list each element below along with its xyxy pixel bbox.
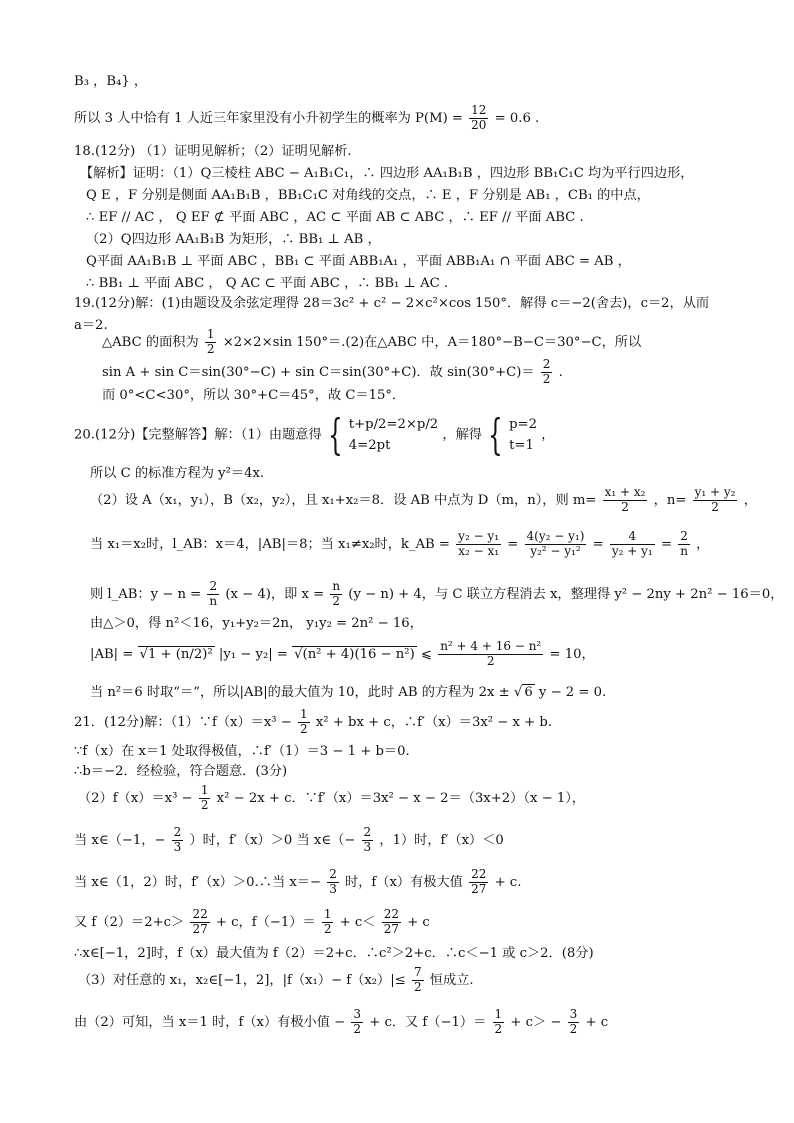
numerator: 22	[192, 907, 208, 921]
text-line	[74, 908, 430, 937]
denominator: 3	[363, 839, 372, 854]
radicand: 6	[524, 685, 533, 700]
denominator: 2	[711, 499, 719, 514]
square-root: √1 + (n/2)²	[139, 646, 213, 662]
text-line	[78, 966, 474, 995]
denominator: n	[680, 543, 688, 558]
text-span: sin A + sin C＝sin(30°−C) + sin C＝sin(30°+C)．故 sin(30°+C)＝	[102, 364, 535, 380]
text-span: + c．又 f（−1）＝	[369, 1014, 487, 1030]
radicand: (n² + 4)(16 − n²)	[302, 646, 415, 662]
numerator: 1	[300, 707, 308, 721]
denominator: 27	[383, 921, 399, 936]
fraction	[362, 826, 374, 855]
denominator: 2	[569, 1021, 578, 1036]
fraction	[568, 1008, 580, 1037]
square-root: √(n² + 4)(16 − n²)	[294, 646, 415, 662]
sqrt-sign: √	[513, 685, 523, 700]
numerator: 4	[610, 530, 655, 545]
text-span: =	[592, 536, 604, 552]
numerator: n	[332, 579, 341, 593]
text-line	[74, 104, 539, 133]
text-line: Q E ，F 分别是侧面 AA₁B₁B ，BB₁C₁C 对角线的交点，∴ E ，F 分别是 AB₁ ，CB₁ 的中点，	[86, 188, 650, 203]
text-line: 而 0°<C<30°，所以 30°+C＝45°，故 C＝15°．	[102, 388, 406, 403]
fraction	[322, 908, 334, 937]
text-span: （3）对任意的 x₁，x₂∈[−1，2]，|f（x₁）− f（x₂）|≤	[78, 972, 406, 988]
fraction	[541, 358, 553, 387]
numerator: 2	[363, 825, 372, 839]
numerator: 1	[200, 783, 209, 797]
text-line	[90, 580, 783, 609]
text-span: 由（2）可知，当 x＝1 时，f（x）有极小值 −	[74, 1014, 346, 1030]
fraction	[382, 908, 401, 937]
text-span: （2）f（x）＝x³ −	[78, 790, 193, 806]
fraction	[438, 640, 543, 669]
text-line: 【解析】证明：（1）Q三棱柱 ABC − A₁B₁C₁，∴ 四边形 AA₁B₁B ，四边形 BB₁C₁C 均为平行四边形，	[80, 166, 694, 181]
text-span: = 10，	[549, 646, 595, 662]
equation: p=2	[509, 417, 537, 432]
text-line: ∵f（x）在 x＝1 处取得极值，∴f′（1）＝3 − 1 + b＝0.	[74, 744, 410, 759]
text-span: + c＞ −	[510, 1014, 562, 1030]
denominator: 2	[300, 721, 308, 736]
denominator: 3	[329, 881, 337, 896]
denominator: 27	[192, 921, 208, 936]
denominator: 27	[471, 881, 487, 896]
text-span: 20.(12分)【完整解答】解：（1）由题意得	[74, 427, 322, 443]
text-line: （2）Q四边形 AA₁B₁B 为矩形，∴ BB₁ ⊥ AB ，	[86, 232, 381, 247]
numerator: 7	[413, 965, 422, 979]
numerator: 3	[569, 1007, 578, 1021]
numerator: 2	[173, 825, 182, 839]
text-span: ）时，f′（x）＞0 当 x∈（−	[189, 832, 356, 848]
text-line: ∴ EF // AC ， Q EF ⊄ 平面 ABC ，AC ⊂ 平面 AB ⊂ ABC ，∴ EF // 平面 ABC .	[86, 210, 584, 225]
text-line: ∴ BB₁ ⊥ 平面 ABC ， Q AC ⊂ 平面 ABC ，∴ BB₁ ⊥ AC .	[86, 276, 449, 291]
text-span: = 0.6 .	[494, 110, 540, 126]
fraction	[603, 486, 648, 515]
fraction	[205, 328, 217, 357]
denominator: 2	[494, 1021, 503, 1036]
text-span: (x − 4)，即 x =	[225, 586, 325, 602]
numerator: 2	[207, 580, 219, 595]
fraction	[610, 530, 655, 559]
denominator: 2	[332, 593, 341, 608]
text-line	[102, 358, 563, 387]
numerator: 1	[206, 327, 215, 341]
text-span: ，	[743, 492, 757, 508]
text-span: + c	[585, 1014, 609, 1030]
text-line	[90, 530, 709, 559]
fraction	[678, 530, 690, 559]
fraction	[525, 530, 587, 559]
denominator: 2	[206, 341, 215, 356]
text-span: ，	[696, 536, 710, 552]
text-span: 所以 3 人中恰有 1 人近三年家里没有小升初学生的概率为 P(M) =	[74, 110, 463, 126]
text-span: (y − n) + 4，与 C 联立方程消去 x，整理得 y² − 2ny + 2n² − 16＝0，	[348, 586, 784, 602]
text-span: |y₁ − y₂| =	[218, 646, 288, 662]
text-span: |AB| =	[90, 646, 134, 662]
text-line	[78, 784, 585, 813]
text-line	[74, 826, 504, 855]
text-line	[90, 684, 606, 701]
numerator: 2	[542, 357, 551, 371]
text-line	[74, 410, 555, 460]
denominator: 2	[413, 979, 422, 994]
fraction	[207, 580, 219, 609]
left-brace: {	[488, 410, 503, 460]
text-span: =	[507, 536, 519, 552]
fraction	[327, 868, 339, 897]
text-span: 当 x₁＝x₂时，l_AB：x＝4，|AB|＝8；当 x₁≠x₂时，k_AB =	[90, 536, 450, 552]
fraction	[298, 708, 310, 737]
text-line	[90, 486, 757, 515]
fraction	[190, 908, 209, 937]
numerator: 22	[471, 867, 487, 881]
fraction	[469, 868, 488, 897]
text-span: ，	[541, 427, 555, 443]
equation: t=1	[509, 438, 534, 454]
numerator: 1	[323, 907, 332, 921]
text-line: 所以 C 的标准方程为 y²＝4x.	[90, 466, 265, 481]
fraction	[199, 784, 211, 813]
text-span: + c＜	[339, 914, 376, 930]
denominator: 2	[323, 921, 332, 936]
fraction	[493, 1008, 505, 1037]
text-span: ，解得	[442, 427, 482, 443]
text-line: a＝2.	[74, 318, 108, 333]
text-span: ×2×2×sin 150°＝.(2)在△ABC 中，A＝180°−B−C＝30°−C，所以	[222, 334, 642, 350]
text-span: x² − 2x + c．∵f′（x）＝3x² − x − 2＝（3x+2）（x − 1），	[216, 790, 585, 806]
text-line	[74, 1008, 608, 1037]
fraction	[351, 1008, 363, 1037]
text-span: .	[558, 364, 563, 380]
denominator: y₂ + y₁	[611, 543, 653, 558]
denominator: 2	[486, 653, 495, 668]
denominator: y₂² − y₁²	[530, 543, 581, 558]
text-span: 当 x∈（1，2）时，f′（x）＞0.∴当 x＝−	[74, 874, 321, 890]
equation: t+p/2=2×p/2	[348, 417, 439, 432]
text-span: 当 x∈（−1，−	[74, 832, 166, 848]
text-span: △ABC 的面积为	[102, 334, 199, 350]
text-span: 21．(12分)解：（1）∵f（x）＝x³ −	[74, 714, 292, 730]
text-line: B₃ ，B₄} ，	[74, 74, 148, 89]
numerator: n² + 4 + 16 − n²	[440, 639, 542, 653]
text-span: + c.	[494, 874, 522, 890]
equation-system	[349, 414, 438, 456]
text-line: ∴b＝−2．经检验，符合题意．(3分)	[74, 764, 288, 779]
fraction	[456, 530, 501, 559]
equation: 4=2pt	[348, 438, 391, 454]
text-line: 19.(12分)解：(1)由题设及余弦定理得 28＝3c² + c² − 2×c²×cos 150°．解得 c＝−2(舍去)，c＝2，从而	[74, 296, 710, 311]
text-span: =	[660, 536, 672, 552]
text-span: 时，f（x）有极大值	[345, 874, 463, 890]
denominator: 2	[353, 1021, 362, 1036]
text-span: y − 2 = 0.	[538, 685, 607, 700]
radicand: 1 + (n/2)²	[147, 646, 213, 662]
text-line: ∴x∈[−1，2]时，f（x）最大值为 f（2）＝2+c．∴c²＞2+c．∴c＜−1 或 c＞2．(8分)	[74, 946, 594, 961]
numerator: 1	[494, 1007, 503, 1021]
text-span: + c	[407, 914, 430, 930]
text-span: 则 l_AB：y − n =	[90, 586, 202, 602]
text-span: 恒成立.	[429, 972, 474, 988]
numerator: 2	[678, 530, 690, 545]
numerator: 12	[471, 103, 487, 117]
numerator: y₂ − y₁	[458, 529, 500, 543]
text-line	[74, 708, 552, 737]
fraction	[412, 966, 424, 995]
solution-system	[509, 414, 537, 456]
numerator: 4(y₂ − y₁)	[526, 529, 585, 543]
text-line	[90, 640, 595, 669]
denominator: 2	[542, 371, 551, 386]
numerator: 2	[329, 867, 337, 881]
text-span: 又 f（2）＝2+c＞	[74, 914, 185, 930]
fraction	[172, 826, 184, 855]
left-brace: {	[327, 410, 343, 460]
text-line: 18.(12分) （1）证明见解析；（2）证明见解析.	[74, 144, 352, 159]
text-span: ，1）时，f′（x）＜0	[379, 832, 504, 848]
denominator: x₂ − x₁	[458, 543, 500, 558]
fraction	[469, 104, 488, 133]
numerator: 22	[383, 907, 399, 921]
text-span: x² + bx + c，∴f′（x）＝3x² − x + b.	[315, 714, 553, 730]
denominator: n	[209, 593, 218, 608]
denominator: 20	[471, 117, 487, 132]
text-span: ，n=	[653, 492, 687, 508]
text-line: Q平面 AA₁B₁B ⊥ 平面 ABC ，BB₁ ⊂ 平面 ABB₁A₁ ，平面 ABB₁A₁ ∩ 平面 ABC = AB ，	[86, 254, 631, 269]
numerator: 3	[353, 1007, 362, 1021]
text-line	[102, 328, 641, 357]
text-span: + c，f（−1）＝	[215, 914, 316, 930]
denominator: 2	[200, 797, 209, 812]
text-span: ⩽	[420, 646, 432, 662]
text-span: 当 n²＝6 时取“＝”，所以|AB|的最大值为 10，此时 AB 的方程为 2x ±	[90, 685, 510, 700]
denominator: 2	[621, 499, 629, 514]
fraction	[330, 580, 342, 609]
text-span: （2）设 A（x₁，y₁），B（x₂，y₂），且 x₁+x₂＝8．设 AB 中点为 D（m，n），则 m=	[90, 492, 597, 508]
text-line: 由△＞0，得 n²＜16，y₁+y₂＝2n， y₁y₂ = 2n² − 16，	[90, 616, 423, 631]
numerator: x₁ + x₂	[604, 485, 646, 499]
fraction	[693, 486, 738, 515]
numerator: y₁ + y₂	[694, 485, 736, 499]
denominator: 3	[173, 839, 182, 854]
text-line	[74, 868, 521, 897]
